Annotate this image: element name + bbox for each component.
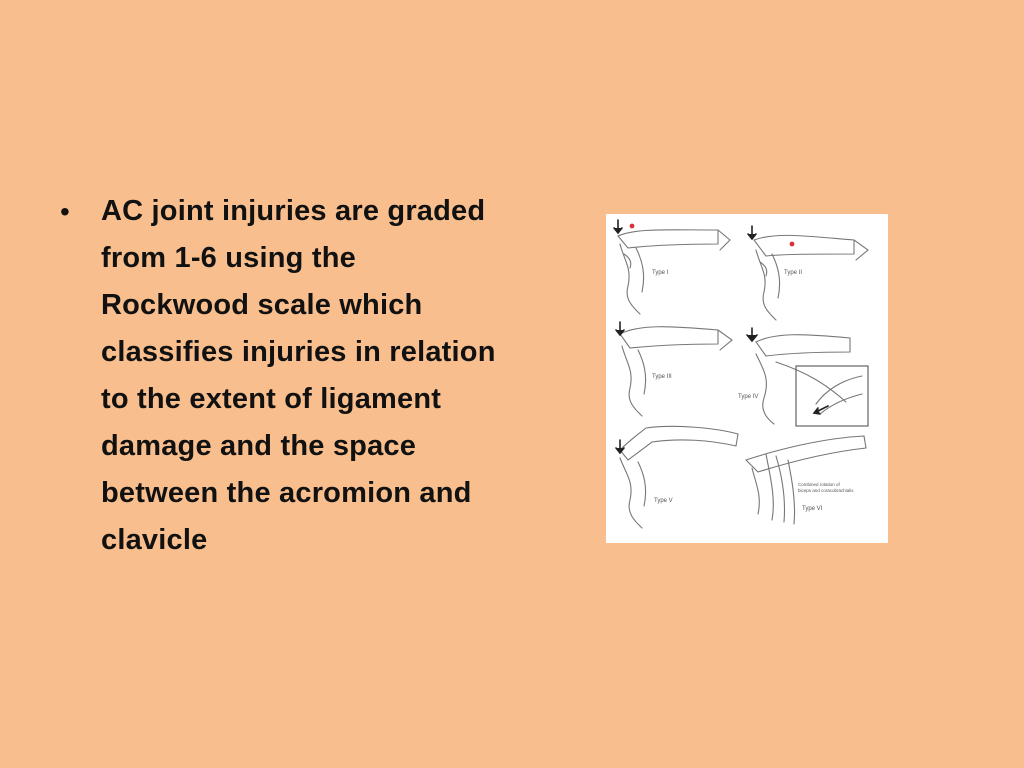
panel-label: Type III — [652, 374, 672, 380]
panel-type-1 — [618, 230, 730, 314]
bullet-list — [60, 188, 510, 564]
panel-type-5 — [620, 426, 738, 528]
type-vi-note-line-1: Combined rotation of — [798, 482, 840, 487]
panel-label: Type II — [784, 270, 803, 276]
bullet-icon: • — [60, 196, 70, 227]
panel-type-4 — [756, 335, 868, 426]
arrow-icon-1 — [614, 220, 622, 233]
rockwood-classification-figure — [606, 214, 888, 543]
panel-type-3 — [620, 327, 732, 416]
panel-label: Type IV — [738, 394, 759, 400]
bullet-item — [60, 188, 510, 564]
panel-type-2 — [754, 235, 868, 320]
arrow-icon-2 — [748, 226, 756, 239]
tear-marker-icon-1 — [630, 224, 635, 229]
bullet-text: AC joint injuries are graded from 1-6 using the Rockwood scale which classifies injuries in relation to the extent of ligament damage and the space between the acromion and clavicle — [101, 195, 496, 556]
tear-marker-icon-2 — [790, 242, 795, 247]
panel-label: Type I — [652, 270, 669, 276]
arrow-icon-5 — [616, 440, 624, 453]
panel-label: Type V — [654, 498, 673, 504]
panel-label: Type VI — [802, 506, 823, 512]
type-vi-note-line-2: biceps and coracobrachialis — [798, 488, 854, 493]
rockwood-diagram — [606, 214, 888, 543]
